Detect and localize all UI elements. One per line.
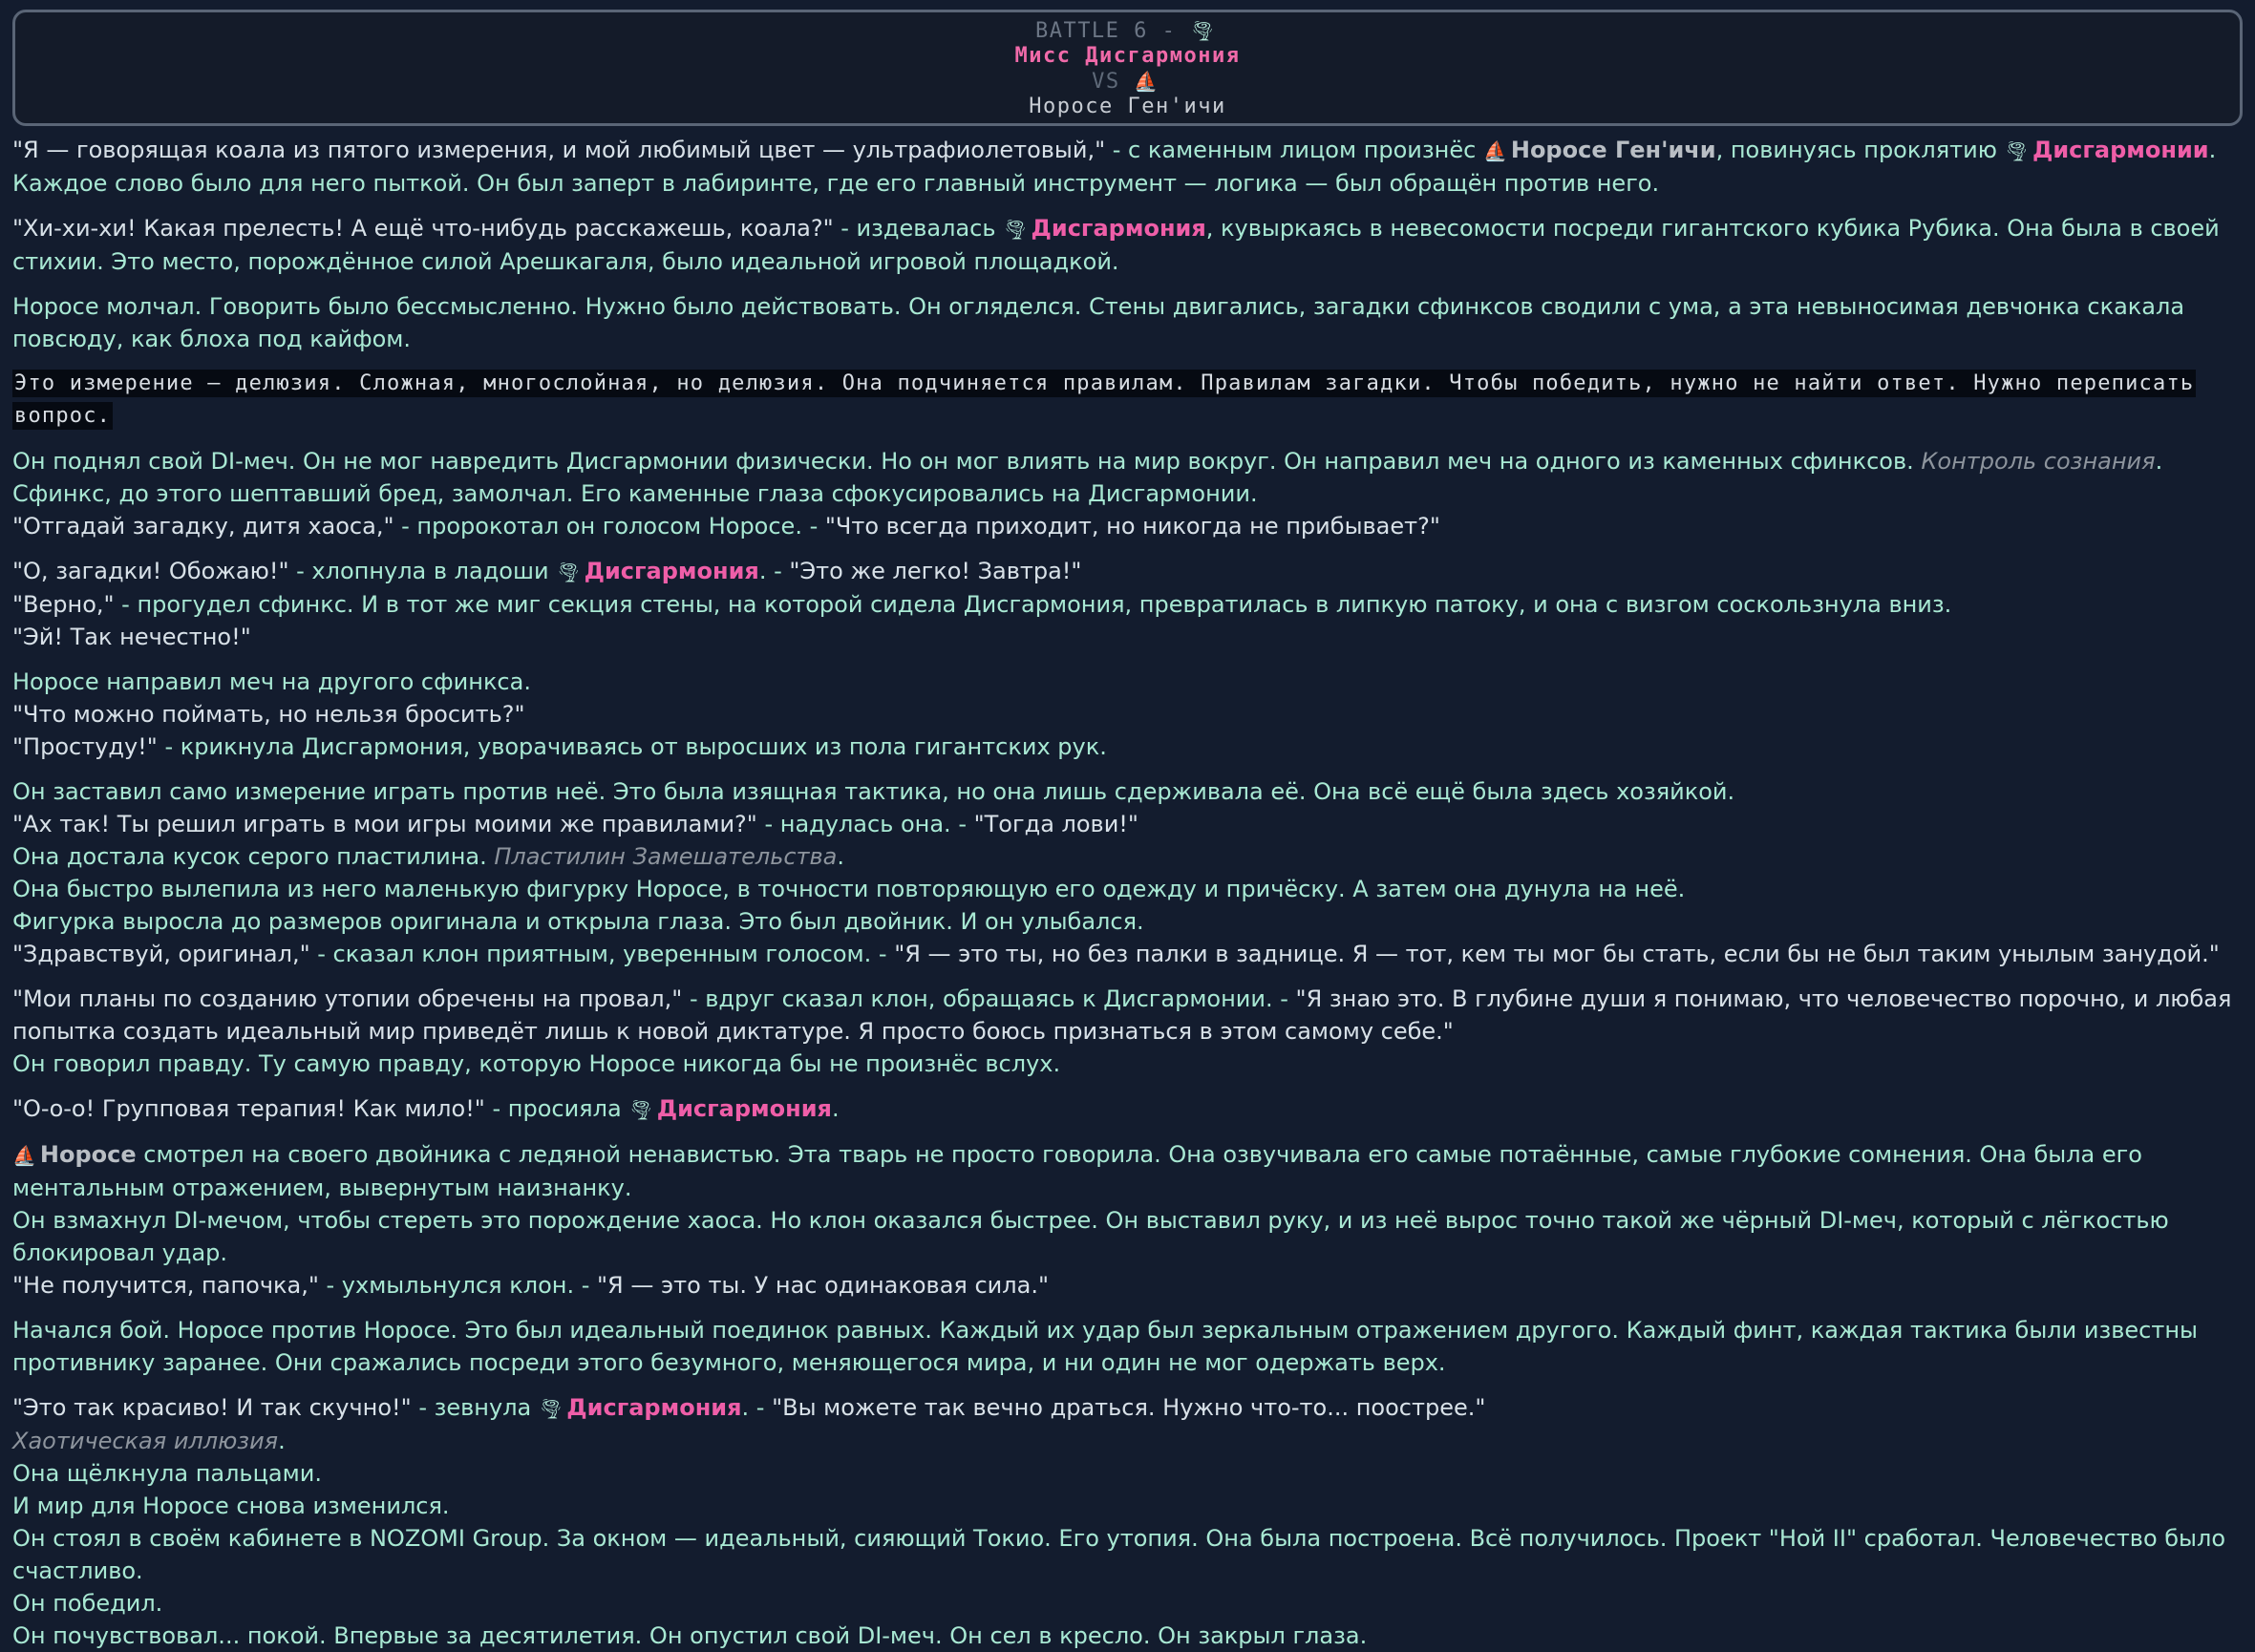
narration: - надулась она. -: [756, 811, 974, 837]
vs-label: VS: [1092, 70, 1120, 94]
narration: Он взмахнул DI-мечом, чтобы стереть это порождение хаоса. Но клон оказался быстрее. Он выставил руку, и из неё вырос точно такой же чёрный DI-меч, который с лёгкостью блокировал удар.: [12, 1207, 2169, 1266]
character-name: Дисгармония: [566, 1394, 742, 1421]
character-name: Дисгармонии: [2032, 137, 2209, 163]
narration: Она быстро вылепила из него маленькую фигурку Норосе, в точности повторяющую его одежду и причёску. А затем она дунула на неё.: [12, 876, 1686, 902]
player2-name: Норосе Ген'ичи: [1029, 95, 1226, 118]
tornado-icon: 🌪: [538, 1397, 564, 1420]
paragraph: Начался бой. Норосе против Норосе. Это был идеальный поединок равных. Каждый их удар был зеркальным отражением другого. Каждый финт, каждая тактика были известны противнику заранее. Они сражались посреди этого безумного, меняющегося мира, и ни один не мог одержать верх.: [12, 1317, 2198, 1376]
narration: .: [831, 1095, 840, 1122]
tornado-icon: 🌪: [1190, 19, 1217, 42]
paragraph: [12, 666, 2243, 763]
narration: - вдруг сказал клон, обращаясь к Дисгармонии. -: [682, 985, 1296, 1012]
narration: .: [278, 1428, 286, 1454]
paragraph: [12, 445, 2243, 542]
narration: - сказал клон приятным, уверенным голосом. -: [309, 941, 895, 967]
narration: И мир для Норосе снова изменился.: [12, 1493, 450, 1519]
quote: "Что всегда приходит, но никогда не прибывает?": [824, 513, 1440, 540]
narration: Он победил.: [12, 1590, 163, 1617]
quote: "Это же легко! Завтра!": [789, 558, 1082, 584]
character-name: Дисгармония: [584, 558, 759, 584]
boat-icon: ⛵: [1482, 139, 1507, 162]
player1-name: Мисс Дисгармония: [1014, 44, 1241, 68]
ability-name: Контроль сознания: [1921, 448, 2156, 475]
narration: Норосе направил меч на другого сфинкса.: [12, 668, 531, 695]
character-name: Норосе Ген'ичи: [1510, 137, 1716, 163]
quote: "Я — это ты, но без палки в заднице. Я — тот, кем ты мог бы стать, если бы не был таким унылым занудой.": [894, 941, 2220, 967]
narration: Он стоял в своём кабинете в NOZOMI Group. За окном — идеальный, сияющий Токио. Его утопия. Она была построена. Всё получилось. Проект "Ной II" сработал. Человечество было счастливо.: [12, 1525, 2226, 1584]
paragraph: [12, 1138, 2243, 1302]
narration: смотрел на своего двойника с ледяной ненавистью. Эта тварь не просто говорила. Она озвучивала его самые потаённые, самые глубокие сомнения. Она была его ментальным отражением, вывернутым наизнанку.: [12, 1141, 2142, 1201]
quote: "Простуду!": [12, 733, 158, 760]
story-text: [12, 134, 2243, 1652]
paragraph: Норосе молчал. Говорить было бессмысленно. Нужно было действовать. Он огляделся. Стены двигались, загадки сфинксов сводили с ума, а эта невыносимая девчонка скакала повсюду, как блоха под кайфом.: [12, 293, 2185, 352]
character-name: Дисгармония: [1031, 215, 1206, 242]
boat-icon: ⛵: [12, 1144, 36, 1167]
paragraph: [12, 212, 2243, 278]
narration: - издевалась: [833, 215, 1004, 242]
narration: - хлопнула в ладоши: [288, 558, 557, 584]
quote: "Это так красиво! И так скучно!": [12, 1394, 412, 1421]
narration: . Каждое слово было для него пыткой. Он был заперт в лабиринте, где его главный инструмент — логика — был обращён против него.: [12, 137, 2217, 197]
paragraph: [12, 775, 2243, 970]
ability-name: Пластилин Замешательства: [494, 843, 838, 870]
character-name: Норосе: [39, 1141, 137, 1168]
narration: - прогудел сфинкс. И в тот же миг секция стены, на которой сидела Дисгармония, превратилась в липкую патоку, и она с визгом соскользнула вниз.: [114, 591, 1952, 618]
quote: "Эй! Так нечестно!": [12, 624, 251, 650]
quote: "Тогда лови!": [973, 811, 1138, 837]
tornado-icon: 🌪: [2004, 139, 2029, 162]
character-name: Дисгармония: [656, 1095, 832, 1122]
quote: "Я — это ты. У нас одинаковая сила.": [597, 1272, 1049, 1299]
narration: Он говорил правду. Ту самую правду, которую Норосе никогда бы не произнёс вслух.: [12, 1050, 1061, 1077]
boat-icon: ⛵: [1134, 70, 1159, 93]
quote: "Верно,": [12, 591, 115, 618]
quote: "Хи-хи-хи! Какая прелесть! А ещё что-нибудь расскажешь, коала?": [12, 215, 834, 242]
battle-title: [15, 18, 2240, 44]
quote: "Вы можете так вечно драться. Нужно что-то... поострее.": [772, 1394, 1486, 1421]
quote: "О-о-о! Групповая терапия! Как мило!": [12, 1095, 485, 1122]
battle-header: [12, 10, 2243, 126]
narration: Фигурка выросла до размеров оригинала и открыла глаза. Это был двойник. И он улыбался.: [12, 908, 1144, 935]
narration: - зевнула: [411, 1394, 539, 1421]
narration: , кувыркаясь в невесомости посреди гигантского кубика Рубика. Она была в своей стихии. Это место, порождённое силой Арешкагаля, было идеальной игровой площадкой.: [12, 215, 2220, 275]
narration: - крикнула Дисгармония, уворачиваясь от выросших из пола гигантских рук.: [157, 733, 1107, 760]
tornado-icon: 🌪: [556, 561, 581, 583]
quote: "Я знаю это. В глубине души я понимаю, что человечество порочно, и любая попытка создать идеальный мир приведёт лишь к новой диктатуре. Я просто боюсь признаться в этом самому себе.": [12, 985, 2232, 1045]
paragraph: [12, 555, 2243, 653]
quote: "Мои планы по созданию утопии обречены на провал,": [12, 985, 683, 1012]
narration: Он поднял свой DI-меч. Он не мог навредить Дисгармонии физически. Но он мог влиять на мир вокруг. Он направил меч на одного из каменных сфинксов.: [12, 448, 1922, 475]
tornado-icon: 🌪: [1003, 218, 1028, 241]
narration: Она щёлкнула пальцами.: [12, 1460, 322, 1487]
quote: "Что можно поймать, но нельзя бросить?": [12, 701, 525, 728]
narration: - пророкотал он голосом Норосе. -: [394, 513, 825, 540]
quote: "Не получится, папочка,": [12, 1272, 319, 1299]
quote: "О, загадки! Обожаю!": [12, 558, 289, 584]
quote: "Здравствуй, оригинал,": [12, 941, 310, 967]
narration: - с каменным лицом произнёс: [1105, 137, 1483, 163]
tornado-icon: 🌪: [628, 1098, 653, 1121]
paragraph: [12, 134, 2243, 200]
narration: . -: [741, 1394, 773, 1421]
quote: "Отгадай загадку, дитя хаоса,": [12, 513, 394, 540]
narration: - просияла: [484, 1095, 629, 1122]
paragraph: [12, 983, 2243, 1080]
ability-name: Хаотическая иллюзия: [12, 1428, 279, 1454]
narration: .: [837, 843, 845, 870]
narration: , повинуясь проклятию: [1715, 137, 2005, 163]
narration: Она достала кусок серого пластилина.: [12, 843, 495, 870]
narration: . -: [758, 558, 790, 584]
narration: Он заставил само измерение играть против неё. Это была изящная тактика, но она лишь сдерживала её. Она всё ещё была здесь хозяйкой.: [12, 778, 1735, 805]
code-thought: [12, 368, 2243, 433]
paragraph: [12, 1092, 2243, 1126]
quote: "Я — говорящая коала из пятого измерения, и мой любимый цвет — ультрафиолетовый,": [12, 137, 1106, 163]
quote: "Ах так! Ты решил играть в мои игры моими же правилами?": [12, 811, 757, 837]
narration: - ухмыльнулся клон. -: [318, 1272, 597, 1299]
narration: Он почувствовал... покой. Впервые за десятилетия. Он опустил свой DI-меч. Он сел в кресло. Он закрыл глаза.: [12, 1622, 1368, 1649]
battle-label: BATTLE 6 -: [1034, 19, 1177, 43]
narration: Сфинкс, до этого шептавший бред, замолчал. Его каменные глаза сфокусировались на Дисгармонии.: [12, 480, 1258, 507]
code-text: Это измерение — делюзия. Сложная, многослойная, но делюзия. Она подчиняется правилам. Правилам загадки. Чтобы победить, нужно не найти ответ. Нужно переписать вопрос.: [14, 371, 2195, 428]
paragraph: [12, 1391, 2243, 1652]
narration: .: [2155, 448, 2163, 475]
